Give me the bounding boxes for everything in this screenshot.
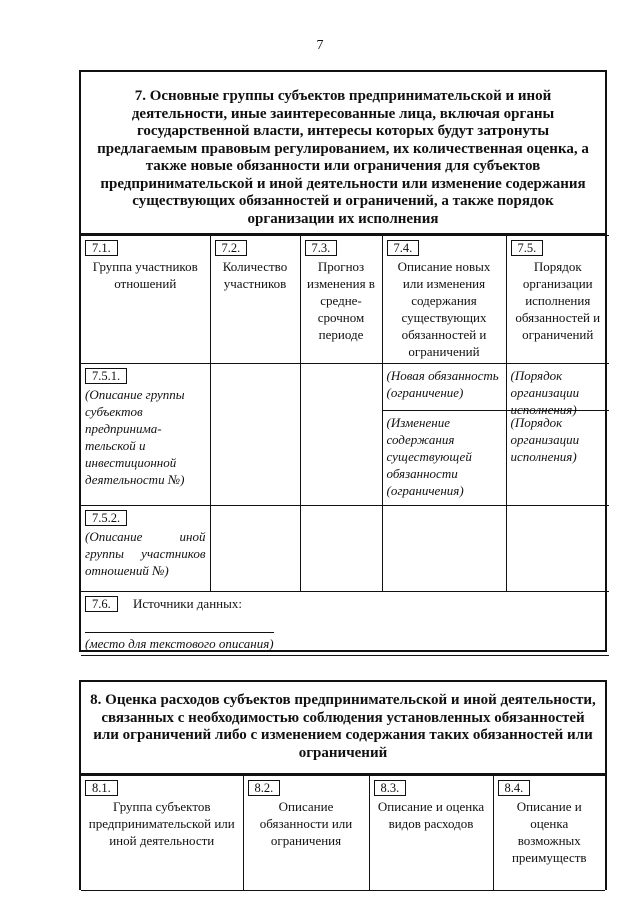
code-8-4: 8.4.: [498, 780, 531, 796]
new-duty-text: (Новая обязанность (ограничение): [383, 364, 506, 411]
col-8-1-label: Группа субъектов предпринимательской или иной деятельности: [88, 799, 235, 848]
sources-placeholder: (место для текстового описания): [85, 632, 274, 652]
col-7-5-label: Порядок организации исполнения обязанностей и ограничений: [515, 259, 601, 342]
col-7-1-header: [81, 236, 210, 364]
row-7-5-2-count-cell: [210, 506, 300, 592]
row-7-5-1-order-cell: [506, 364, 609, 506]
code-7-6: 7.6.: [85, 596, 118, 612]
section-8-block: [79, 680, 607, 890]
code-7-5-2: 7.5.2.: [85, 510, 127, 526]
code-7-3: 7.3.: [305, 240, 338, 256]
col-8-3-label: Описание и оценка видов расходов: [377, 799, 485, 831]
section-7-title: 7. Основные группы субъектов предпринимательской и иной деятельности, иные заинтересованные лица, включая органы государственной власти, интересы которых будут затронуты предлагаемым правовым регулированием, их количественная оценка, а также новые обязанности или ограничения для субъектов предпринимательской и иной деятельности или изменение содержания существующих обязанностей и ограничений, а также порядок организации их исполнения: [81, 72, 605, 235]
col-7-2-label: Количество участников: [222, 259, 288, 291]
row-7-5-2-forecast-cell: [300, 506, 382, 592]
row-7-5-2-group-cell: [81, 506, 210, 592]
col-8-2-label: Описание обязанности или ограничения: [259, 799, 353, 848]
code-7-5-1: 7.5.1.: [85, 368, 127, 384]
code-8-1: 8.1.: [85, 780, 118, 796]
table-row-sources: [81, 592, 609, 656]
col-7-2-header: [210, 236, 300, 364]
section-7-table: [81, 235, 609, 656]
code-7-1: 7.1.: [85, 240, 118, 256]
table-row-7-5-1: [81, 364, 609, 506]
row-7-5-2-group: (Описание иной группы участников отношений №): [85, 529, 206, 578]
col-8-4-label: Описание и оценка возможных преимуществ: [511, 799, 587, 865]
code-7-2: 7.2.: [215, 240, 248, 256]
row-7-5-1-duty-cell: [382, 364, 506, 506]
col-7-3-header: [300, 236, 382, 364]
section-8-title: 8. Оценка расходов субъектов предпринимательской и иной деятельности, связанных с необходимостью соблюдения установленных обязанностей или ограничений либо с изменением содержания таких обязанностей или ограничений: [81, 682, 605, 775]
row-7-5-1-forecast-cell: [300, 364, 382, 506]
col-7-1-label: Группа участников отношений: [92, 259, 198, 291]
new-order-text: (Порядок организации исполнения): [507, 364, 610, 411]
col-8-3-header: [369, 776, 493, 891]
col-7-5-header: [506, 236, 609, 364]
row-7-5-1-group-cell: [81, 364, 210, 506]
page-number: 7: [316, 38, 324, 53]
col-7-3-label: Прогноз изменения в средне-срочном периоде: [307, 259, 375, 342]
code-7-5: 7.5.: [511, 240, 544, 256]
row-7-5-2-order-cell: [506, 506, 609, 592]
code-8-3: 8.3.: [374, 780, 407, 796]
col-8-4-header: [493, 776, 605, 891]
sources-label: Источники данных:: [133, 596, 242, 611]
sources-cell: [81, 592, 609, 656]
row-7-5-2-duty-cell: [382, 506, 506, 592]
change-order-text: (Порядок организации исполнения): [510, 415, 580, 464]
section-8-header-row: [81, 776, 605, 891]
col-7-4-label: Описание новых или изменения содержания существующих обязанностей и ограничений: [397, 259, 491, 359]
col-8-2-header: [243, 776, 369, 891]
section-7-block: [79, 70, 607, 652]
change-duty-text: (Изменение содержания существующей обязанности (ограничения): [386, 415, 472, 498]
col-8-1-header: [81, 776, 243, 891]
table-row-7-5-2: [81, 506, 609, 592]
code-8-2: 8.2.: [248, 780, 281, 796]
code-7-4: 7.4.: [387, 240, 420, 256]
table-header-row: [81, 236, 609, 364]
col-7-4-header: [382, 236, 506, 364]
row-7-5-1-group: (Описание группы субъектов предпринима-тельской и инвестиционной деятельности №): [85, 387, 185, 487]
row-7-5-1-count-cell: [210, 364, 300, 506]
section-8-table: [81, 775, 605, 891]
